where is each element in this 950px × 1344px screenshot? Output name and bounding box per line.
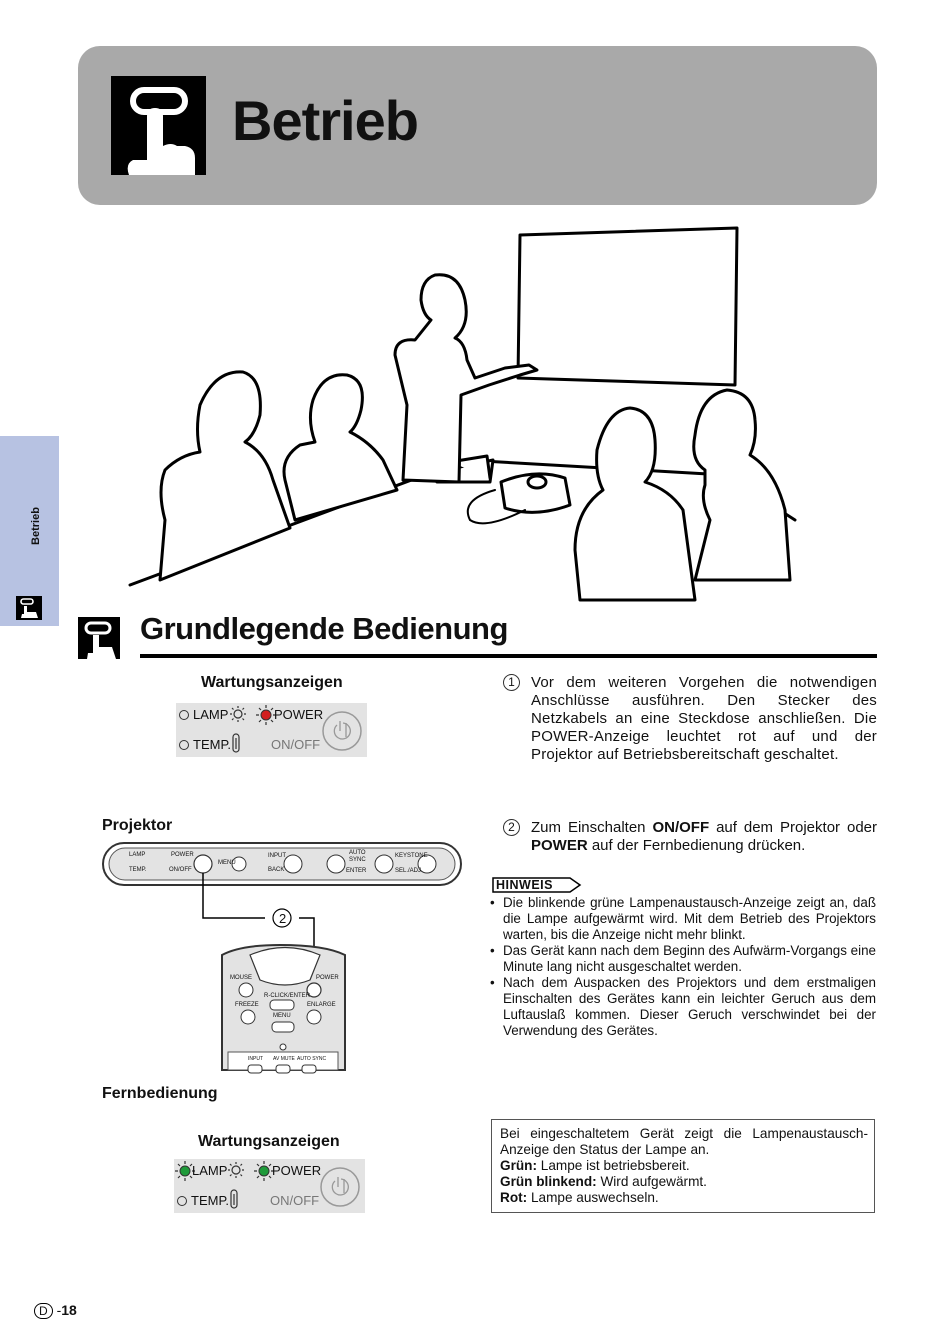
step-1-text: Vor dem weiteren Vorgehen die notwendigen Anschlüsse ausführen. Den Stecker des Netzkabels an eine Steckdose anschließen. Die POWER-Anzeige leuchtet rot auf und der Projektor auf Betriebsbereitschaft geschaltet.	[531, 674, 877, 763]
proj-lamp-label: LAMP	[129, 852, 146, 858]
lamp-icon	[229, 705, 247, 723]
thermometer-icon	[230, 1189, 238, 1209]
indicator-panel-top	[176, 703, 367, 757]
hand-pointer-icon	[78, 617, 120, 659]
proj-seladj-label[interactable]: SEL./ADJ.	[395, 868, 423, 874]
callout-number: 2	[279, 911, 287, 926]
remote-rclick-label[interactable]: R-CLICK/ENTER	[264, 993, 311, 999]
onoff-button[interactable]	[321, 710, 363, 752]
lamp-label: LAMP	[193, 707, 229, 722]
indicators-top-title: Wartungsanzeigen	[201, 674, 343, 691]
hand-pointer-icon	[16, 596, 42, 620]
step-2	[503, 819, 877, 855]
thermometer-icon	[232, 733, 240, 753]
note-bullet: • Das Gerät kann nach dem Beginn des Aufwärm-Vorgangs eine Minute lang nicht ausgeschaltet werden.	[490, 943, 876, 975]
remote-menu-label[interactable]: MENU	[273, 1013, 291, 1019]
note-bullet: • Nach dem Auspacken des Projektors und dem erstmaligen Einschalten des Gerätes kann ein leichter Geruch aus dem Luftauslaß kommen. Dieser Geruch verschwindet bei der Verwendung des Gerätes.	[490, 975, 876, 1039]
page-number	[34, 1302, 77, 1319]
chapter-title: Betrieb	[232, 89, 418, 152]
section-title: Grundlegende Bedienung	[140, 611, 508, 646]
power-label: POWER	[272, 1163, 322, 1178]
section-divider	[140, 654, 877, 658]
remote-freeze-label[interactable]: FREEZE	[235, 1002, 259, 1008]
proj-menu-label[interactable]: MENU	[218, 860, 236, 866]
page-num: 18	[61, 1302, 77, 1318]
lamp-label: LAMP	[192, 1163, 228, 1178]
lamp-icon	[227, 1161, 245, 1179]
proj-keystone-label[interactable]: KEYSTONE	[395, 853, 428, 859]
power-label: POWER	[274, 707, 324, 722]
info-blink: Grün blinkend: Wird aufgewärmt.	[500, 1174, 707, 1189]
step-1	[503, 674, 877, 764]
proj-input-label[interactable]: INPUT	[268, 853, 286, 859]
indicator-panel-bottom	[174, 1159, 365, 1213]
remote-enlarge-label[interactable]: ENLARGE	[307, 1002, 336, 1008]
info-intro: Bei eingeschaltetem Gerät zeigt die Lampenaustausch-Anzeige den Status der Lampe an.	[500, 1126, 868, 1157]
step-1-number: 1	[503, 674, 520, 691]
temp-label: TEMP.	[193, 737, 232, 752]
lamp-led-off	[179, 710, 189, 720]
temp-led-off	[179, 740, 189, 750]
proj-onoff-label: ON/OFF	[169, 867, 192, 873]
info-green: Grün: Lampe ist betriebsbereit.	[500, 1158, 690, 1173]
note-label-text: HINWEIS	[496, 878, 553, 892]
lamp-status-box	[491, 1119, 875, 1213]
onoff-label: ON/OFF	[270, 1193, 320, 1208]
proj-back-label[interactable]: BACK	[268, 867, 285, 873]
page-letter: D	[34, 1303, 53, 1319]
remote-avmute-label[interactable]: AV MUTE	[273, 1056, 295, 1062]
info-red: Rot: Lampe auswechseln.	[500, 1190, 659, 1205]
proj-sync-label[interactable]: SYNC	[349, 857, 366, 863]
proj-enter-label[interactable]: ENTER	[346, 868, 367, 874]
remote-autosync-label[interactable]: AUTO SYNC	[297, 1056, 327, 1062]
remote-input-label[interactable]: INPUT	[248, 1056, 263, 1062]
proj-temp-label: TEMP.	[129, 867, 147, 873]
projector-remote-diagram	[100, 840, 465, 1090]
proj-power-label: POWER	[171, 852, 194, 858]
meeting-illustration	[125, 220, 805, 605]
remote-power-label[interactable]: POWER	[316, 975, 339, 981]
onoff-label: ON/OFF	[271, 737, 321, 752]
step-2-text: Zum Einschalten ON/OFF auf dem Projektor oder POWER auf der Fernbedienung drücken.	[531, 819, 877, 854]
onoff-button[interactable]	[319, 1166, 361, 1208]
note-bullets	[490, 895, 876, 1039]
step-2-number: 2	[503, 819, 520, 836]
indicators-bottom-title: Wartungsanzeigen	[198, 1133, 340, 1150]
temp-led-off	[177, 1196, 187, 1206]
remote-mouse-label[interactable]: MOUSE	[230, 975, 253, 981]
remote-title: Fernbedienung	[102, 1085, 218, 1102]
page-sep: -	[56, 1302, 62, 1318]
side-tab-label: Betrieb	[30, 507, 42, 545]
hand-pointer-icon	[111, 76, 206, 175]
projector-title: Projektor	[102, 817, 173, 834]
note-bullet: • Die blinkende grüne Lampenaustausch-Anzeige zeigt an, daß die Lampe aufgewärmt wird. Mit dem Betrieb des Projektors warten, bis die Anzeige nicht mehr blinkt.	[490, 895, 876, 943]
proj-auto-label[interactable]: AUTO	[349, 850, 366, 856]
temp-label: TEMP.	[191, 1193, 230, 1208]
